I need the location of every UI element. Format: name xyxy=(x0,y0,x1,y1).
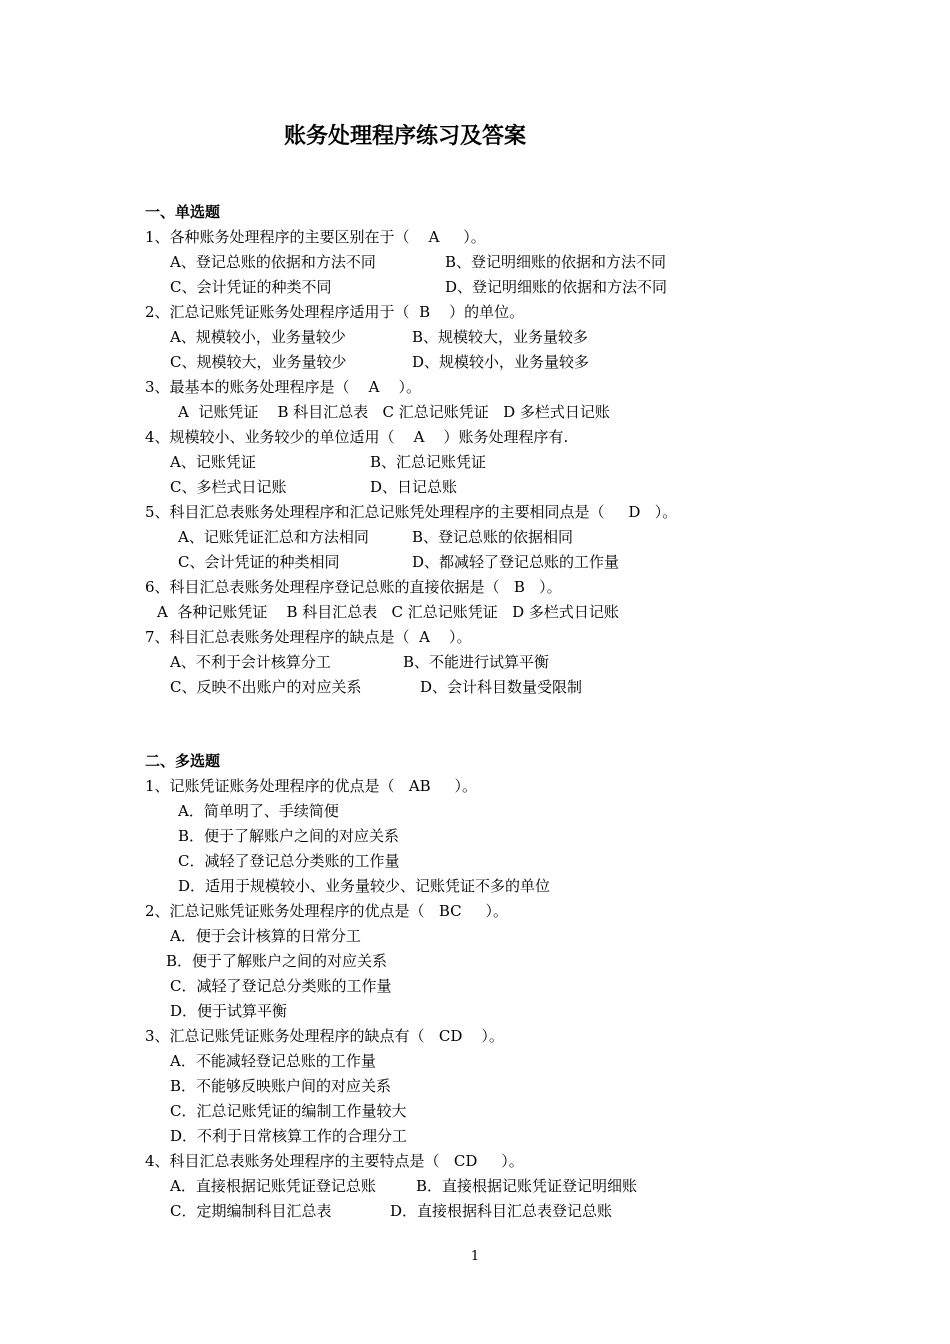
option-a: A、不利于会计核算分工 xyxy=(170,653,331,671)
option-b: B．直接根据记账凭证登记明细账 xyxy=(416,1177,638,1195)
option-a: A．简单明了、手续简便 xyxy=(178,802,339,820)
question-stem: 3、汇总记账凭证账务处理程序的缺点有（ CD ）。 xyxy=(145,1027,504,1045)
section-heading-single-choice: 一、单选题 xyxy=(145,203,221,221)
option-b: B．便于了解账户之间的对应关系 xyxy=(178,827,400,845)
option-b: B．不能够反映账户间的对应关系 xyxy=(170,1077,392,1095)
option-b: B、登记总账的依据相同 xyxy=(412,528,574,546)
option-d: D、会计科目数量受限制 xyxy=(420,678,583,696)
option-c: C．减轻了登记总分类账的工作量 xyxy=(178,852,400,870)
option-d: D．直接根据科目汇总表登记总账 xyxy=(390,1202,613,1220)
section-heading-multiple-choice: 二、多选题 xyxy=(145,752,221,770)
options-line: A 记账凭证 B 科目汇总表 C 汇总记账凭证 D 多栏式日记账 xyxy=(178,403,610,421)
question-stem: 4、科目汇总表账务处理程序的主要特点是（ CD ）。 xyxy=(145,1152,524,1170)
option-d: D、日记总账 xyxy=(370,478,458,496)
option-a: A．便于会计核算的日常分工 xyxy=(170,927,361,945)
option-c: C、会计凭证的种类不同 xyxy=(170,278,332,296)
option-c: C．汇总记账凭证的编制工作量较大 xyxy=(170,1102,407,1120)
option-c: C．减轻了登记总分类账的工作量 xyxy=(170,977,392,995)
question-stem: 7、科目汇总表账务处理程序的缺点是（ A ）。 xyxy=(145,628,472,646)
option-c: C．定期编制科目汇总表 xyxy=(170,1202,332,1220)
option-a: A、规模较小，业务量较少 xyxy=(170,328,346,346)
option-c: C、会计凭证的种类相同 xyxy=(178,553,340,571)
question-stem: 2、汇总记账凭证账务处理程序适用于（ B ）的单位。 xyxy=(145,303,525,321)
option-b: B、不能进行试算平衡 xyxy=(403,653,550,671)
option-d: D．便于试算平衡 xyxy=(170,1002,288,1020)
question-stem: 4、规模较小、业务较少的单位适用（ A ）账务处理程序有. xyxy=(145,428,569,446)
question-stem: 1、记账凭证账务处理程序的优点是（ AB ）。 xyxy=(145,777,478,795)
option-b: B．便于了解账户之间的对应关系 xyxy=(166,952,388,970)
option-b: B、汇总记账凭证 xyxy=(370,453,487,471)
option-a: A、登记总账的依据和方法不同 xyxy=(170,253,376,271)
option-b: B、登记明细账的依据和方法不同 xyxy=(445,253,667,271)
option-b: B、规模较大，业务量较多 xyxy=(412,328,589,346)
option-c: C、多栏式日记账 xyxy=(170,478,287,496)
option-d: D、规模较小，业务量较多 xyxy=(412,353,590,371)
option-d: D、都减轻了登记总账的工作量 xyxy=(412,553,620,571)
option-c: C、反映不出账户的对应关系 xyxy=(170,678,362,696)
page-number: 1 xyxy=(470,1249,480,1264)
option-a: A．不能减轻登记总账的工作量 xyxy=(170,1052,376,1070)
page-title: 账务处理程序练习及答案 xyxy=(283,124,526,149)
option-a: A、记账凭证汇总和方法相同 xyxy=(178,528,369,546)
option-c: C、规模较大，业务量较少 xyxy=(170,353,347,371)
option-d: D、登记明细账的依据和方法不同 xyxy=(445,278,668,296)
option-d: D．适用于规模较小、业务量较少、记账凭证不多的单位 xyxy=(178,877,551,895)
question-stem: 5、科目汇总表账务处理程序和汇总记账凭处理程序的主要相同点是（ D ）。 xyxy=(145,503,678,521)
option-a: A．直接根据记账凭证登记总账 xyxy=(170,1177,376,1195)
option-d: D．不利于日常核算工作的合理分工 xyxy=(170,1127,408,1145)
question-stem: 2、汇总记账凭证账务处理程序的优点是（ BC ）。 xyxy=(145,902,508,920)
options-line: A 各种记账凭证 B 科目汇总表 C 汇总记账凭证 D 多栏式日记账 xyxy=(157,603,619,621)
question-stem: 6、科目汇总表账务处理程序登记总账的直接依据是（ B ）。 xyxy=(145,578,562,596)
question-stem: 1、各种账务处理程序的主要区别在于（ A ）。 xyxy=(145,228,486,246)
question-stem: 3、最基本的账务处理程序是（ A ）。 xyxy=(145,378,422,396)
option-a: A、记账凭证 xyxy=(170,453,256,471)
